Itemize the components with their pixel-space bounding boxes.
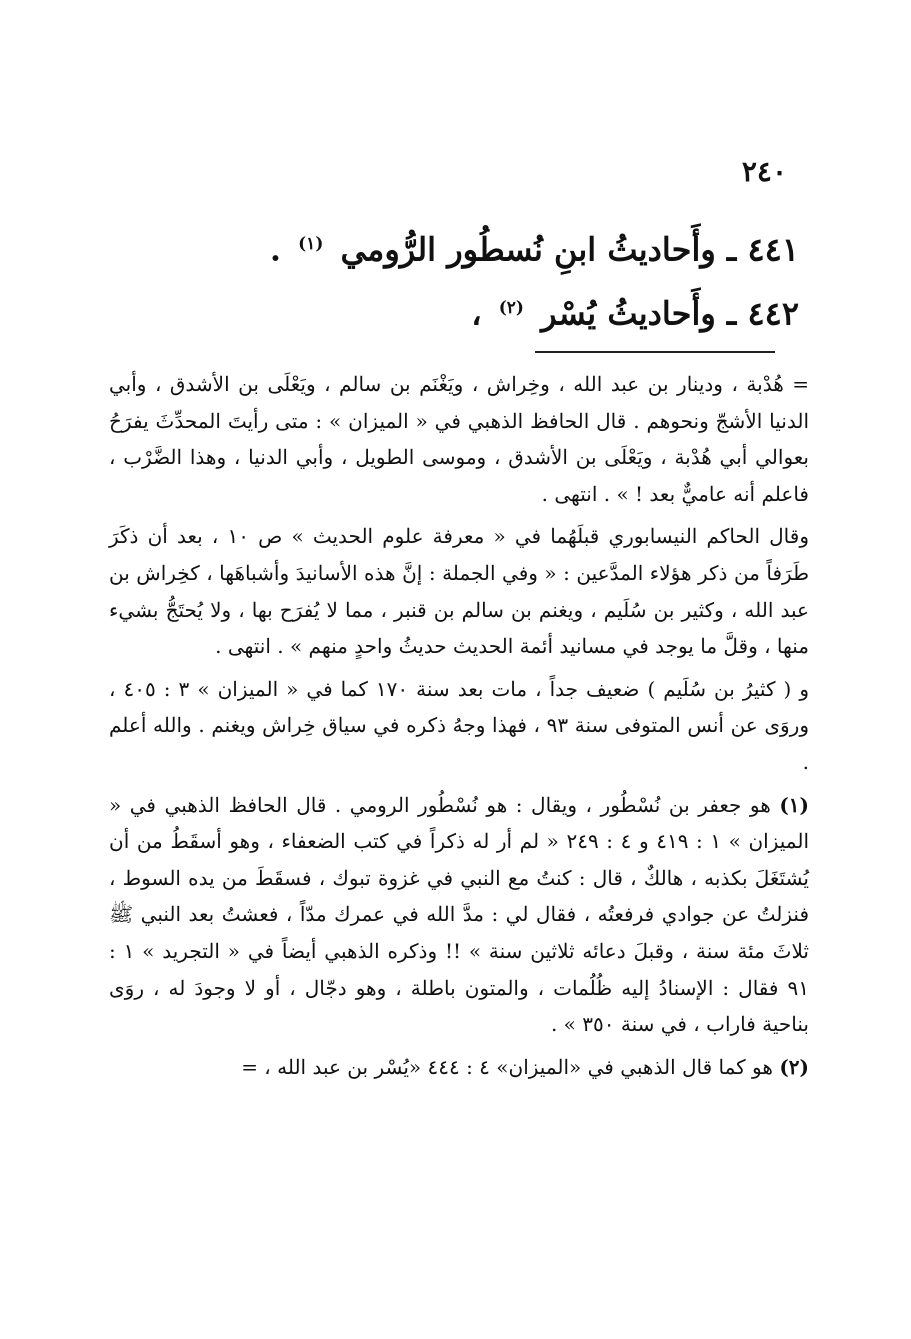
entry-number: ٤٤٢ — [747, 294, 799, 333]
footnote-body — [109, 366, 809, 1091]
footnote-mark: (٢) — [779, 1054, 809, 1079]
footnote-mark: (١) — [779, 792, 809, 817]
entry-title: وأَحاديثُ ابنِ نُسطُور الرُّومي — [340, 230, 716, 269]
entries-list — [109, 215, 799, 342]
entry-end: . — [269, 230, 281, 269]
footnote-text: هو كما قال الذهبي في «الميزان» ٤ : ٤٤٤ «يُسْر بن عبد الله ، = — [241, 1054, 773, 1079]
footnote-2 — [109, 1049, 809, 1086]
footnote-marker: (٢) — [498, 297, 524, 318]
entry-dash: ـ — [726, 230, 737, 269]
entry-end: ، — [471, 294, 482, 333]
page-number: ٢٤٠ — [741, 155, 787, 188]
entry-441 — [109, 215, 799, 279]
footnote-separator — [535, 351, 775, 353]
footnotes — [109, 787, 809, 1086]
entry-442 — [109, 279, 799, 343]
paragraph-hakim: وقال الحاكم النيسابوري قبلَهُما في « معرفة علوم الحديث » ص ١٠ ، بعد أن ذكَرَ طَرَفاً من ذكر هؤلاء المدَّعين : « وفي الجملة : إنَّ هذه الأسانيدَ وأشباهَها ، كخِراش بن عبد الله ، وكثير بن سُلَيم ، ويغنم بن سالم بن قنبر ، مما لا يُفرَح بها ، ولا يُحتَجُّ بشيء منها ، وقلَّ ما يوجد في مسانيد أئمة الحديث حديثُ واحدٍ منهم » . انتهى . — [109, 524, 809, 659]
entry-dash: ـ — [726, 294, 737, 333]
entry-title: وأَحاديثُ يُسْر — [541, 294, 716, 333]
footnote-text: هو جعفر بن نُسْطُور ، ويقال : هو نُسْطُور الرومي . قال الحافظ الذهبي في « الميزان » ١ : ٤١٩ و ٤ : ٢٤٩ « لم أر له ذكراً في كتب الضعفاء ، وهو أسقَطُ من أن يُشتَغَلَ بكذبه ، هالكٌ ، قال : كنتُ مع النبي في غزوة تبوك ، فسقَطَ من يده السوط ، فنزلتُ عن جوادي فرفعتُه ، فقال لي : مدَّ الله في عمرك مدّاً ، فعشتُ بعد النبي ﷺ ثلاثَ مئة سنة ، وقبلَ دعائه ثلاثين سنة » !! وذكره الذهبي أيضاً في « التجريد » ١ : ٩١ فقال : الإسنادُ إليه ظُلُمات ، والمتون باطلة ، وهو دجّال ، أو لا وجودَ له ، روَى بناحية فاراب ، في سنة ٣٥٠ » . — [109, 792, 810, 1037]
paragraph-kathir: و ( كثيرُ بن سُلَيم ) ضعيف جداً ، مات بعد سنة ١٧٠ كما في « الميزان » ٣ : ٤٠٥ ، وروَى عن أنس المتوفى سنة ٩٣ ، فهذا وجهُ ذكره في سياق خِراش ويغنم . والله أعلم . — [109, 676, 810, 774]
paragraph-continuation: = هُدْبة ، ودينار بن عبد الله ، وخِراش ، ويَغْنَم بن سالم ، ويَعْلَى بن الأشدق ، وأبي الدنيا الأشجّ ونحوهم . قال الحافظ الذهبي في « الميزان » : متى رأيتَ المحدِّثَ يفرَحُ بعوالي أبي هُدْبة ، ويَعْلَى بن الأشدق ، وموسى الطويل ، وأبي الدنيا ، وهذا الضَّرْب ، فاعلم أنه عاميٌّ بعد ! » . انتهى . — [109, 372, 810, 506]
footnote-1 — [109, 787, 809, 1043]
footnote-marker: (١) — [298, 234, 324, 254]
entry-number: ٤٤١ — [747, 230, 799, 269]
